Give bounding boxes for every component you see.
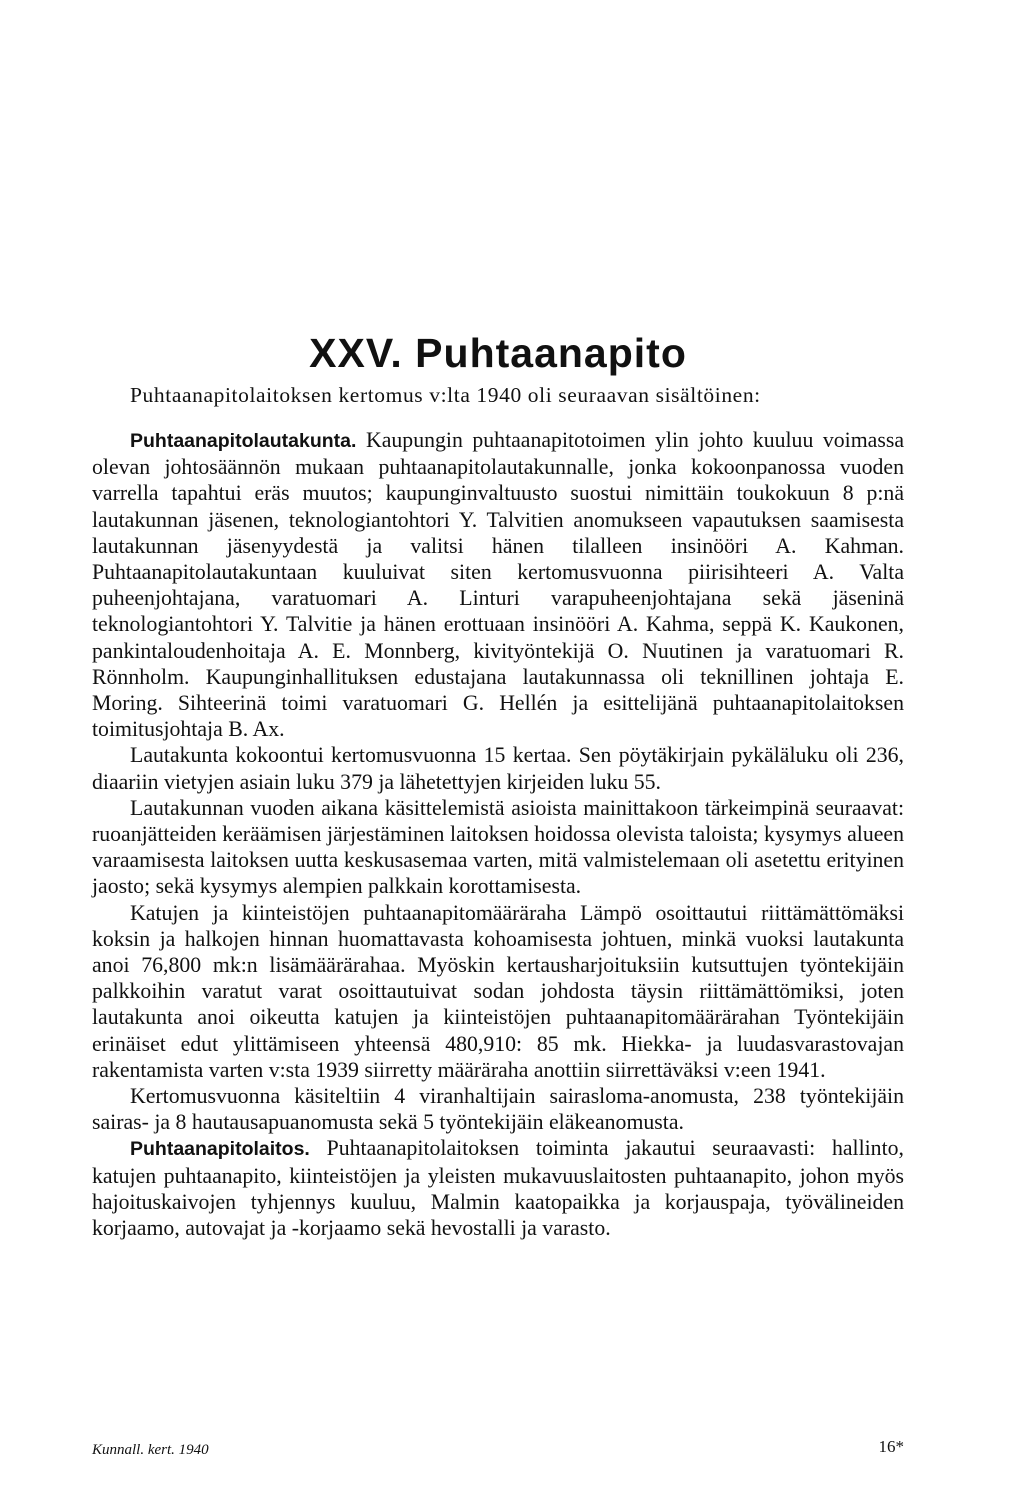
chapter-heading: XXV. Puhtaanapito [309,330,687,377]
paragraph-matters-text: Lautakunnan vuoden aikana käsittelemistä asioista mainittakoon tärkeimpinä seuraavat: ruoanjätteiden keräämisen järjestäminen laitoksen hoidossa olevista taloista; kysymys alueen varaamisesta laitoksen uutta keskusasemaa varten, mitä valmistelemaan oli asetettu erityinen jaosto; sekä kysymys alempien palkkain korottamisesta. [92,795,904,899]
body-text [92,427,904,1241]
paragraph-appropriations [92,900,904,1083]
paragraph-appropriations-text: Katujen ja kiinteistöjen puhtaanapitomääräraha Lämpö osoittautui riittämättömäksi koksin ja halkojen hinnan huomattavasta kohoamisesta johtuen, minkä vuoksi lautakunta anoi 76,800 mk:n lisämäärärahaa. Myöskin kertausharjoituksiin kutsuttujen työntekijäin palkkoihin varatut varat osoittautuivat sodan johdosta täysin riittämättömiksi, joten lautakunta anoi oikeutta katujen ja kiinteistöjen puhtaanapitomäärärahan Työntekijäin erinäiset edut ylittämiseen yhteensä 480,910: 85 mk. Hiekka- ja luudasvarastovajan rakentamista varten v:sta 1939 siirretty määräraha anottiin siirrettäväksi v:een 1941. [92,900,904,1082]
runin-heading-board: Puhtaanapitolautakunta. [130,430,357,452]
paragraph-board [92,427,904,742]
footer-page-number: 16* [878,1437,904,1456]
paragraph-applications [92,1083,904,1135]
paragraph-department-text: Puhtaanapitolaitoksen toiminta jakautui seuraavasti: hallinto, katujen puhtaanapito, kiinteistöjen ja yleisten mukavuuslaitosten puhtaanapito, johon myös hajoituskaivojen tyhjennys kuuluu, Malmin kaatopaikka ja korjauspaja, työvälineiden korjaamo, autovajat ja -korjaamo sekä hevostalli ja varasto. [92,1136,904,1241]
footer-source: Kunnall. kert. 1940 [92,1442,209,1458]
paragraph-applications-text: Kertomusvuonna käsiteltiin 4 viranhaltijain sairasloma-anomusta, 238 työntekijäin sairas- ja 8 hautausapuanomusta sekä 5 työntekijäin eläkeanomusta. [92,1084,904,1135]
paragraph-board-text: Kaupungin puhtaanapitotoimen ylin johto kuuluu voimassa olevan johtosäännön mukaan puhtaanapitolautakunnalle, jonka kokoonpanossa vuoden varrella tapahtui eräs muutos; kaupunginvaltuusto suostui nimittäin toukokuun 8 p:nä lautakunnan jäsenen, teknologiantohtori Y. Talvitien anomukseen vapautuksen saamisesta lautakunnan jäsenyydestä ja valitsi hänen tilalleen insinööri A. Kahman. Puhtaanapitolautakuntaan kuuluivat siten kertomusvuonna piirisihteeri A. Valta puheenjohtajana, varatuomari A. Linturi varapuheenjohtajana sekä jäseninä teknologiantohtori Y. Talvitie ja hänen erottuaan insinööri A. Kahma, seppä K. Kaukonen, pankintaloudenhoitaja A. E. Monnberg, kivityöntekijä O. Nuutinen ja varatuomari R. Rönnholm. Kaupunginhallituksen edustajana lautakunnassa oli teknillinen johtaja E. Moring. Sihteerinä toimi varatuomari G. Hellén ja esittelijänä puhtaanapitolaitoksen toimitusjohtaja B. Ax. [92,428,904,742]
document-page [92,0,904,1485]
paragraph-matters [92,795,904,900]
intro-sentence: Puhtaanapitolaitoksen kertomus v:lta 1940 oli seuraavan sisältöinen: [130,383,761,407]
paragraph-meetings [92,742,904,794]
paragraph-department [92,1135,904,1241]
runin-heading-department: Puhtaanapitolaitos. [130,1138,310,1161]
paragraph-meetings-text: Lautakunta kokoontui kertomusvuonna 15 kertaa. Sen pöytäkirjain pykäläluku oli 236, diaariin vietyjen asiain luku 379 ja lähetettyjen kirjeiden luku 55. [92,743,904,794]
